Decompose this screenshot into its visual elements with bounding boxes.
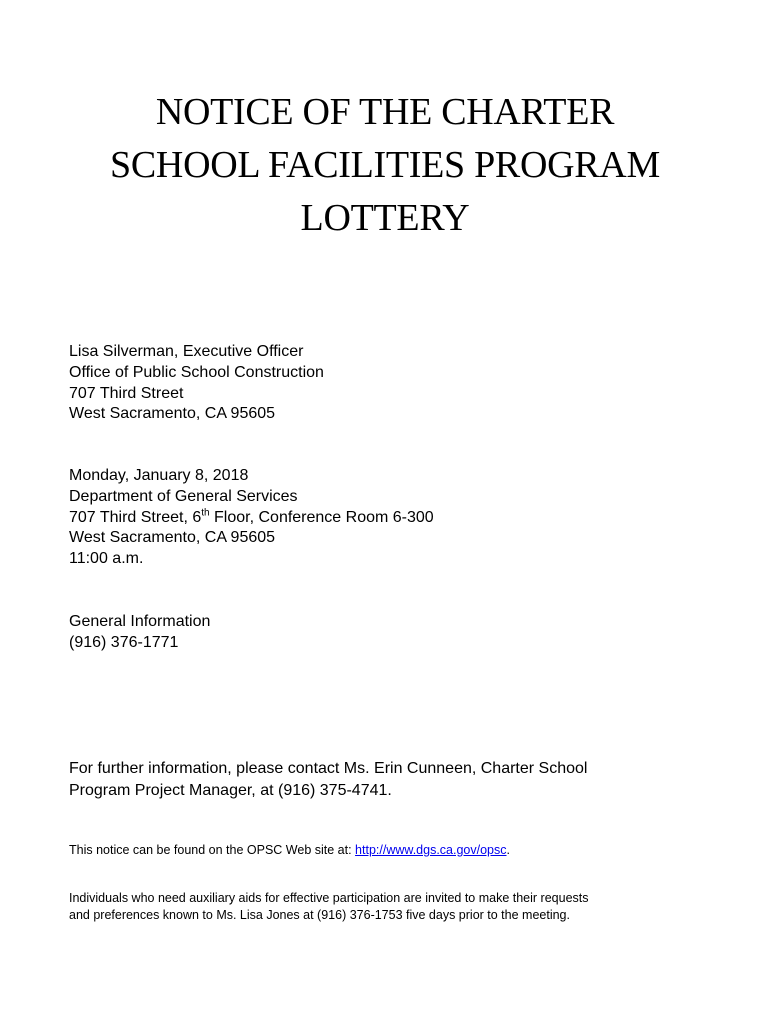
document-title [0,86,770,245]
notice-location-paragraph [69,842,510,858]
meeting-address-ordinal: th [201,507,210,519]
meeting-address-prefix: 707 Third Street, 6 [69,508,202,526]
aux-line-1: Individuals who need auxiliary aids for effective participation are invited to make their requests [69,891,589,905]
further-info-line-2: Program Project Manager, at (916) 375-4741. [69,781,392,799]
contact-name: Lisa Silverman, Executive Officer [69,343,304,360]
notice-end: . [506,843,510,857]
meeting-address [69,508,434,529]
further-info-line-1: For further information, please contact Ms. Erin Cunneen, Charter School [69,760,588,777]
meeting-address-suffix: Floor, Conference Room 6-300 [209,508,434,526]
opsc-website-link[interactable]: http://www.dgs.ca.gov/opsc [355,843,507,857]
general-info-label: General Information [69,613,211,630]
contact-city: West Sacramento, CA 95605 [69,405,276,423]
general-information-block [69,612,210,654]
general-info-phone: (916) 376-1771 [69,633,179,651]
title-line-1: NOTICE OF THE CHARTER [155,91,615,133]
auxiliary-aids-paragraph [69,890,589,923]
further-information-paragraph [69,758,587,801]
notice-text: This notice can be found on the OPSC Web site at: [69,843,356,857]
contact-address-block [69,342,324,425]
contact-street: 707 Third Street [69,384,184,402]
meeting-department: Department of General Services [69,487,298,505]
meeting-time: 11:00 a.m. [69,550,144,568]
meeting-details-block [69,466,434,570]
aux-line-2: and preferences known to Ms. Lisa Jones at (916) 376-1753 five days prior to the meeting. [69,907,570,922]
meeting-city: West Sacramento, CA 95605 [69,529,276,547]
contact-office: Office of Public School Construction [69,363,324,381]
meeting-date: Monday, January 8, 2018 [69,467,249,484]
title-line-3: LOTTERY [300,197,470,239]
title-line-2: SCHOOL FACILITIES PROGRAM [110,144,660,186]
